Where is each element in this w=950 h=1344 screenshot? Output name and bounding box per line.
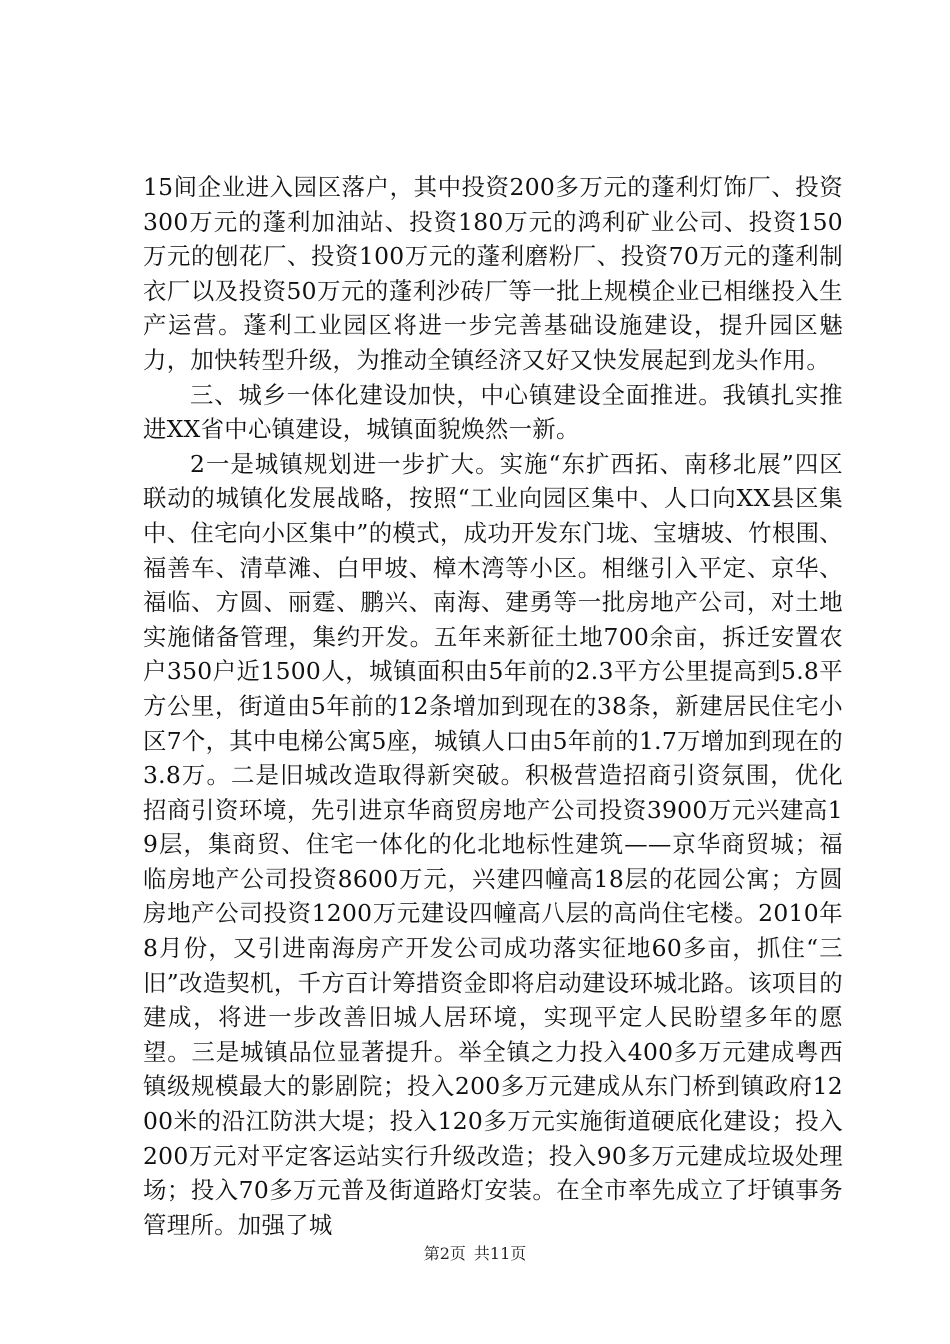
paragraph-3: 2一是城镇规划进一步扩大。实施“东扩西拓、南移北展”四区联动的城镇化发展战略，按照“工业向园区集中、人口向XX县区集中、住宅向小区集中”的模式，成功开发东门垅、宝塘坡、竹根围、福善车、清草滩、白甲坡、樟木湾等小区。相继引入平定、京华、福临、方圆、丽霆、鹏兴、南海、建勇等一批房地产公司，对土地实施储备管理，集约开发。五年来新征土地700余亩，拆迁安置农户350户近1500人，城镇面积由5年前的2.3平方公里提高到5.8平方公里，街道由5年前的12条增加到现在的38条，新建居民住宅小区7个，其中电梯公寓5座，城镇人口由5年前的1.7万增加到现在的3.8万。二是旧城改造取得新突破。积极营造招商引资氛围，优化招商引资环境，先引进京华商贸房地产公司投资3900万元兴建高19层，集商贸、住宅一体化的化北地标性建筑——京华商贸城；福临房地产公司投资8600万元，兴建四幢高18层的花园公寓；方圆房地产公司投资1200万元建设四幢高八层的高尚住宅楼。2010年8月份，又引进南海房产开发公司成功落实征地60多亩，抓住“三旧”改造契机，千方百计筹措资金即将启动建设环城北路。该项目的建成，将进一步改善旧城人居环境，实现平定人民盼望多年的愿望。三是城镇品位显著提升。举全镇之力投入400多万元建成粤西镇级规模最大的影剧院；投入200多万元建成从东门桥到镇政府1200米的沿江防洪大堤；投入120多万元实施街道硬底化建设；投入200万元对平定客运站实行升级改造；投入90多万元建成垃圾处理场；投入70多万元普及街道路灯安装。在全市率先成立了圩镇事务管理所。加强了城 — [143, 449, 843, 1239]
page-number: 第2页 — [423, 1244, 466, 1263]
document-body — [143, 170, 843, 1242]
paragraph-2: 三、城乡一体化建设加快，中心镇建设全面推进。我镇扎实推进XX省中心镇建设，城镇面貌焕然一新。 — [143, 380, 843, 444]
paragraph-1: 15间企业进入园区落户，其中投资200多万元的蓬利灯饰厂、投资300万元的蓬利加油站、投资180万元的鸿利矿业公司、投资150万元的刨花厂、投资100万元的蓬利磨粉厂、投资70万元的蓬利制衣厂以及投资50万元的蓬利沙砖厂等一批上规模企业已相继投入生产运营。蓬利工业园区将进一步完善基础设施建设，提升园区魅力，加快转型升级，为推动全镇经济又好又快发展起到龙头作用。 — [143, 173, 843, 374]
page-total: 共11页 — [473, 1244, 527, 1263]
page-footer — [0, 1244, 950, 1264]
